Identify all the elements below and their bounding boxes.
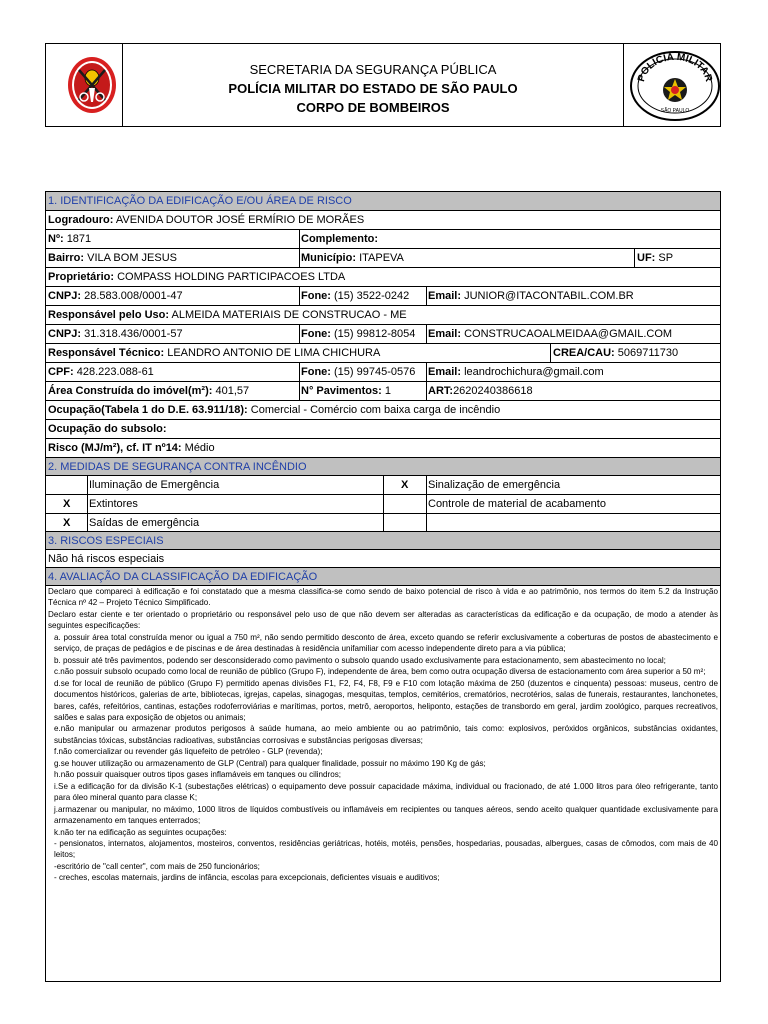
row-responsavel-uso — [46, 306, 720, 325]
email3-value: leandrochichura@gmail.com — [464, 366, 604, 378]
logradouro-value: AVENIDA DOUTOR JOSÉ ERMÍRIO DE MORÃES — [115, 214, 365, 226]
measure-row — [46, 495, 720, 514]
specification-item: - creches, escolas maternais, jardins de infância, escolas para excepcionais, deficientes visuais e auditivos; — [54, 873, 440, 883]
measure-mark-left: X — [63, 498, 71, 510]
document-header — [45, 43, 721, 127]
pavimentos-label: N° Pavimentos: — [301, 385, 382, 397]
municipio-value: ITAPEVA — [359, 252, 404, 264]
declaration-paragraph: Declaro que compareci à edificação e foi constatado que a mesma classifica-se como sendo de baixo potencial de risco à vida e ao patrimônio, nos termos do item 5.2 da Instrução Técnica nº 42 – Projeto Técnico Simplificado. — [48, 587, 718, 608]
fone3-label: Fone: — [301, 366, 331, 378]
row-proprietario — [46, 268, 720, 287]
measure-mark-left: X — [63, 517, 71, 529]
header-corpo-bombeiros: CORPO DE BOMBEIROS — [296, 100, 450, 115]
declaration-paragraph: Declaro estar ciente e ter orientado o proprietário ou responsável pelo uso de que não devem ser alteradas as características da edificação e da ocupação, de modo a atender às seguintes especificações: — [48, 609, 718, 631]
art-label: ART: — [428, 385, 454, 397]
section4-body — [46, 586, 720, 981]
section3-header — [46, 532, 720, 550]
row-cnpj-proprietario — [46, 287, 720, 306]
specification-item: f.não comercializar ou revender gás liquefeito de petróleo - GLP (revenda); — [54, 747, 323, 757]
section1-title: 1. IDENTIFICAÇÃO DA EDIFICAÇÃO E/OU ÁREA DE RISCO — [48, 195, 352, 207]
section1-header — [46, 192, 720, 211]
responsavel-tecnico-label: Responsável Técnico: — [48, 347, 165, 359]
subsolo-label: Ocupação do subsolo: — [48, 423, 167, 435]
ocupacao-value: Comercial - Comércio com baixa carga de incêndio — [250, 404, 501, 416]
measure-label-left: Extintores — [89, 498, 138, 510]
measure-label-right: Controle de material de acabamento — [428, 498, 606, 510]
uf-value: SP — [658, 252, 674, 264]
row-ocupacao — [46, 401, 720, 420]
header-secretaria: SECRETARIA DA SEGURANÇA PÚBLICA — [249, 62, 497, 77]
uf-label: UF: — [637, 252, 656, 264]
row-numero — [46, 230, 720, 249]
cnpj2-value: 31.318.436/0001-57 — [84, 328, 183, 340]
cpf-label: CPF: — [48, 366, 74, 378]
section3-title: 3. RISCOS ESPECIAIS — [48, 535, 164, 547]
logradouro-label: Logradouro: — [48, 214, 114, 226]
numero-value: 1871 — [66, 233, 92, 245]
area-value: 401,57 — [215, 385, 250, 397]
email2-value: CONSTRUCAOALMEIDAA@GMAIL.COM — [464, 328, 673, 340]
specification-item: - pensionatos, internatos, alojamentos, mosteiros, conventos, residências geriátricas, hotéis, motéis, pensões, hospedarias, pousadas, albergues, casas de cômodos, com mais de 40 leitos; — [54, 838, 718, 860]
row-logradouro — [46, 211, 720, 230]
responsavel-uso-value: ALMEIDA MATERIAIS DE CONSTRUCAO - ME — [171, 309, 407, 321]
area-label: Área Construída do imóvel(m²): — [48, 385, 213, 397]
riscos-especiais-text: Não há riscos especiais — [48, 553, 165, 565]
numero-label: Nº: — [48, 233, 64, 245]
email1-value: JUNIOR@ITACONTABIL.COM.BR — [464, 290, 634, 302]
bairro-label: Bairro: — [48, 252, 85, 264]
municipio-label: Município: — [301, 252, 356, 264]
measure-mark-right: X — [401, 479, 409, 491]
crea-value: 5069711730 — [617, 347, 679, 359]
pavimentos-value: 1 — [384, 385, 391, 397]
svg-text:POLÍCIA MILITAR: POLÍCIA MILITAR — [636, 51, 714, 83]
specification-item: a. possuir área total construída menor ou igual a 750 m², não sendo permitido desconto de área, exceto quando se referir exclusivamente a coberturas de postos de abastecimento e serviço, de praças de pedágios e de piscinas e de área destinadas à residência unifamiliar com acesso independente direto para a via pública; — [54, 632, 718, 654]
measure-label-left: Iluminação de Emergência — [89, 479, 220, 491]
row-risco — [46, 439, 720, 458]
measure-row — [46, 476, 720, 495]
fone2-label: Fone: — [301, 328, 331, 340]
section2-header — [46, 458, 720, 476]
specification-item: -escritório de "call center", com mais de 250 funcionários; — [54, 861, 260, 871]
ocupacao-label: Ocupação(Tabela 1 do D.E. 63.911/18): — [48, 404, 248, 416]
policia-militar-emblem-icon — [630, 50, 720, 122]
specification-item: e.não manipular ou armazenar produtos perigosos à saúde humana, ao meio ambiente ou ao patrimônio, tais como: explosivos, peróxidos orgânicos, substâncias oxidantes, substâncias tóxicas, substâncias radioativas, substâncias corrosivas e substâncias perigosas diversas; — [54, 724, 718, 745]
fone1-label: Fone: — [301, 290, 331, 302]
section4-title: 4. AVALIAÇÃO DA CLASSIFICAÇÃO DA EDIFICAÇÃO — [48, 571, 318, 583]
bairro-value: VILA BOM JESUS — [87, 252, 177, 264]
specification-item: c.não possuir subsolo ocupado como local de reunião de público (Grupo F), independente de área, bem como outra ocupação diversa de estacionamento com área superior a 50 m²; — [54, 667, 706, 677]
header-policia-militar: POLÍCIA MILITAR DO ESTADO DE SÃO PAULO — [228, 81, 518, 96]
cnpj1-label: CNPJ: — [48, 290, 82, 302]
specification-item: g.se houver utilização ou armazenamento de GLP (Central) para qualquer finalidade, possuir no máximo 190 Kg de gás; — [54, 758, 486, 768]
measure-label-left: Saídas de emergência — [89, 517, 200, 529]
row-cnpj-uso — [46, 325, 720, 344]
risco-label: Risco (MJ/m²), cf. IT nº14: — [48, 442, 182, 454]
email2-label: Email: — [428, 328, 462, 340]
cpf-value: 428.223.088-61 — [76, 366, 154, 378]
responsavel-tecnico-value: LEANDRO ANTONIO DE LIMA CHICHURA — [167, 347, 381, 359]
specification-item: k.não ter na edificação as seguintes ocupações: — [54, 827, 227, 837]
measure-row — [46, 514, 720, 532]
risco-value: Médio — [184, 442, 215, 454]
email3-label: Email: — [428, 366, 462, 378]
specification-item: j.armazenar ou manipular, no máximo, 1000 litros de líquidos combustíveis ou inflamáveis em recipientes ou tanques aéreos, sendo aceito qualquer quantidade exclusivamente para armazenamento em tanques enterrados; — [54, 804, 718, 826]
fone2-value: (15) 99812-8054 — [334, 328, 416, 340]
section4-header — [46, 568, 720, 586]
fone3-value: (15) 99745-0576 — [334, 366, 416, 378]
svg-text:SÃO PAULO: SÃO PAULO — [660, 108, 690, 114]
email1-label: Email: — [428, 290, 462, 302]
complemento-label: Complemento: — [301, 233, 378, 245]
cnpj2-label: CNPJ: — [48, 328, 82, 340]
responsavel-uso-label: Responsável pelo Uso: — [48, 309, 170, 321]
specification-item: h.não possuir quaisquer outros tipos gases inflamáveis em tanques ou cilindros; — [54, 770, 342, 780]
fire-department-emblem-icon — [67, 56, 117, 114]
specification-item: i.Se a edificação for da divisão K-1 (subestações elétricas) o equipamento deve possuir capacidade máxima, individual ou fracionado, de até 1.000 litros para óleo refrigerante, tanto para óleo mineral quanto para classe K; — [54, 781, 718, 803]
specification-item: d.se for local de reunião de público (Grupo F) permitido apenas divisões F1, F2, F4, F8, F9 e F10 com lotação máxima de 250 (duzentos e cinquenta) pessoas: museus, centro de documentos históricos, galerias de arte, bibliotecas, igrejas, capelas, sinagogas, mesquitas, templos, cemitérios, crematórios, necrotérios, salas de funerais, restaurantes, lanchonetes, bares, cafés, refeitórios, cantinas, estações rodoferroviárias e marítimas, portos, metrô, aeroportos, heliponto, estações de transbordo em geral, jardim zoológico, parques recreativos, salões e salas para exposição de objetos ou animais; — [54, 678, 718, 722]
row-area — [46, 382, 720, 401]
cnpj1-value: 28.583.008/0001-47 — [84, 290, 183, 302]
measure-label-right: Sinalização de emergência — [428, 479, 561, 491]
art-value: 2620240386618 — [453, 385, 533, 397]
row-riscos-especiais — [46, 550, 720, 568]
row-responsavel-tecnico — [46, 344, 720, 363]
proprietario-value: COMPASS HOLDING PARTICIPACOES LTDA — [117, 271, 346, 283]
specification-item: b. possuir até três pavimentos, podendo ser desconsiderado como pavimento o subsolo quando usado exclusivamente para estacionamento, sem abastecimento no local; — [54, 655, 666, 665]
crea-label: CREA/CAU: — [553, 347, 615, 359]
row-bairro — [46, 249, 720, 268]
section2-title: 2. MEDIDAS DE SEGURANÇA CONTRA INCÊNDIO — [48, 461, 307, 473]
proprietario-label: Proprietário: — [48, 271, 115, 283]
identification-form — [45, 191, 721, 982]
fone1-value: (15) 3522-0242 — [334, 290, 410, 302]
row-subsolo — [46, 420, 720, 439]
row-cpf — [46, 363, 720, 382]
